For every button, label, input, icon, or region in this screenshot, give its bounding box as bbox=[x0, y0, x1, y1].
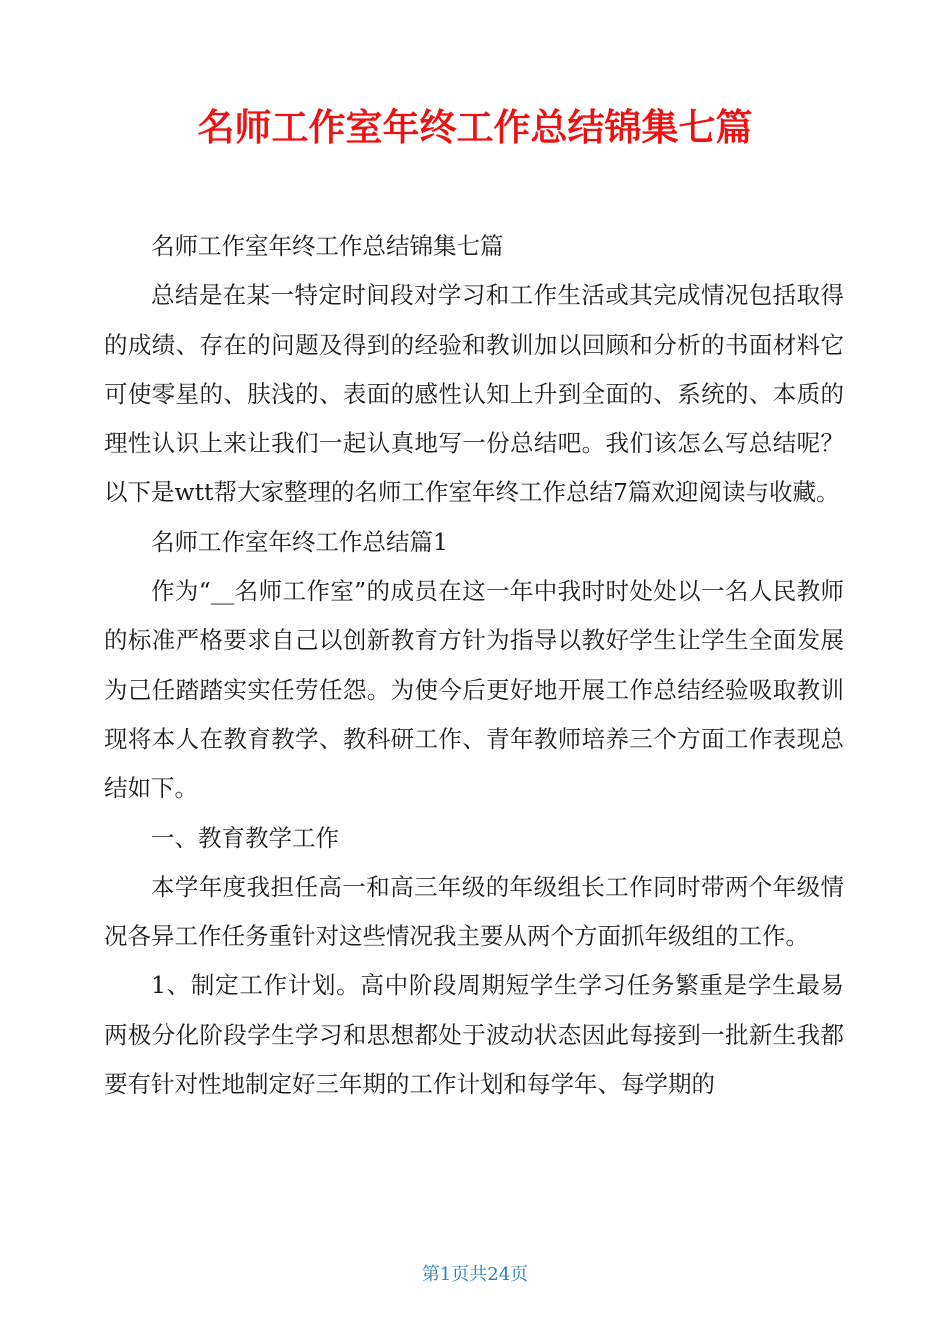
paragraph-intro: 总结是在某一特定时间段对学习和工作生活或其完成情况包括取得的成绩、存在的问题及得到的经验和教训加以回顾和分析的书面材料它可使零星的、肤浅的、表面的感性认知上升到全面的、系统的、本质的理性认识上来让我们一起认真地写一份总结吧。我们该怎么写总结呢？以下是wtt帮大家整理的名师工作室年终工作总结7篇欢迎阅读与收藏。 bbox=[104, 281, 844, 507]
subsection-heading: 一、教育教学工作 bbox=[151, 823, 339, 852]
paragraph-body: 本学年度我担任高一和高三年级的年级组长工作同时带两个年级情况各异工作任务重针对这些情况我主要从两个方面抓年级组的工作。 bbox=[104, 872, 844, 951]
document-body bbox=[104, 222, 844, 1109]
paragraph-body: 作为“__名师工作室”的成员在这一年中我时时处处以一名人民教师的标准严格要求自己以创新教育方针为指导以教好学生让学生全面发展为己任踏踏实实任劳任怨。为使今后更好地开展工作总结经验吸取教训现将本人在教育教学、教科研工作、青年教师培养三个方面工作表现总结如下。 bbox=[104, 577, 844, 803]
paragraph-body: 1、制定工作计划。高中阶段周期短学生学习任务繁重是学生最易两极分化阶段学生学习和思想都处于波动状态因此每接到一批新生我都要有针对性地制定好三年期的工作计划和每学年、每学期的 bbox=[104, 971, 844, 1099]
document-title: 名师工作室年终工作总结锦集七篇 bbox=[197, 106, 753, 149]
section-heading: 名师工作室年终工作总结篇1 bbox=[151, 527, 448, 556]
paragraph-subtitle: 名师工作室年终工作总结锦集七篇 bbox=[151, 232, 504, 260]
page-number-footer: 第1页共24页 bbox=[421, 1264, 529, 1285]
